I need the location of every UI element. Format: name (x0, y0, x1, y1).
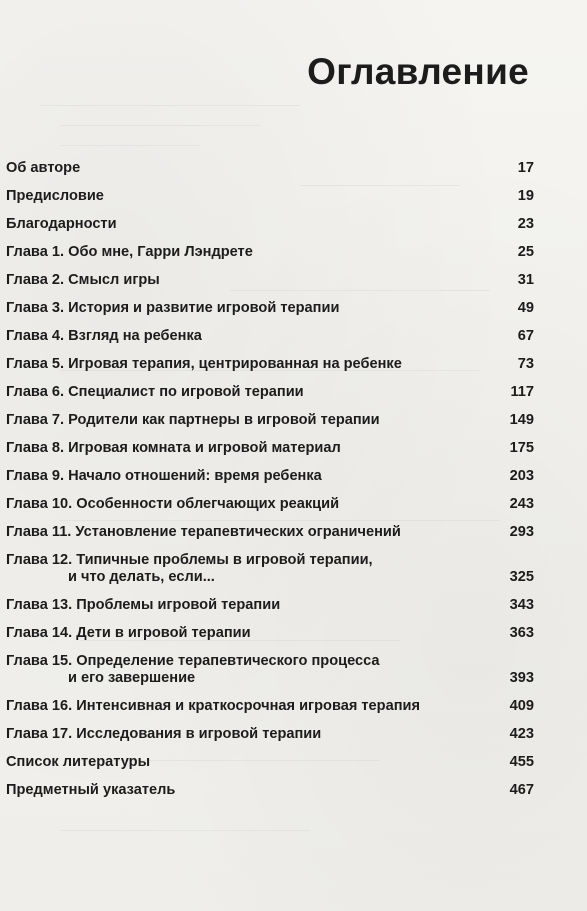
toc-entry-title-continuation: и его завершение (68, 670, 196, 686)
toc-entry (6, 653, 534, 687)
toc-entry (6, 272, 534, 289)
toc-entry-page-number: 31 (517, 272, 534, 288)
toc-entry (6, 412, 534, 429)
toc-entry-title-text: Глава 17. Исследования в игровой терапии (6, 726, 322, 742)
toc-entry-title-text: Глава 4. Взгляд на ребенка (6, 328, 202, 344)
toc-entry-page-number: 423 (509, 726, 534, 742)
toc-entry-title (6, 468, 506, 485)
toc-entry-title (6, 552, 506, 586)
toc-entry-title (6, 653, 506, 687)
toc-entry-title-text: Глава 14. Дети в игровой терапии (6, 625, 251, 641)
toc-entry (6, 726, 534, 743)
toc-entry-page-number: 67 (517, 328, 534, 344)
toc-entry (6, 597, 534, 614)
toc-entry-page-number: 363 (509, 625, 534, 641)
toc-entry-page-number: 343 (509, 597, 534, 613)
bleed-through-line (40, 105, 300, 106)
toc-entry-title-text: Глава 1. Обо мне, Гарри Лэндрете (6, 244, 253, 260)
toc-entry-page-number: 409 (509, 698, 534, 714)
toc-entry-page-number: 203 (509, 468, 534, 484)
toc-entry (6, 782, 534, 799)
toc-entry-title-text: Глава 10. Особенности облегчающих реакций (6, 496, 340, 512)
toc-entry-title-text: Глава 5. Игровая терапия, центрированная на ребенке (6, 356, 402, 372)
toc-entry (6, 300, 534, 317)
toc-entry-page-number: 23 (517, 216, 534, 232)
toc-entry-title-text: Глава 15. Определение терапевтического процесса (6, 653, 380, 669)
toc-entry-title-text: Глава 2. Смысл игры (6, 272, 160, 288)
toc-entry-page-number: 25 (517, 244, 534, 260)
toc-entry-title-text: Благодарности (6, 216, 117, 232)
toc-entry-title (6, 440, 506, 457)
toc-entry-title (6, 754, 506, 771)
toc-entry-title-text: Глава 6. Специалист по игровой терапии (6, 384, 304, 400)
toc-entry (6, 754, 534, 771)
toc-entry-title (6, 272, 506, 289)
toc-entry (6, 216, 534, 233)
table-of-contents (6, 160, 534, 810)
toc-entry-page-number: 117 (510, 384, 534, 400)
toc-entry-title (6, 726, 506, 743)
toc-entry-title (6, 597, 506, 614)
toc-entry (6, 524, 534, 541)
toc-entry (6, 625, 534, 642)
toc-entry-page-number: 325 (509, 569, 534, 585)
toc-entry-title-text: Глава 16. Интенсивная и краткосрочная игровая терапия (6, 698, 421, 714)
toc-entry-page-number: 19 (517, 188, 534, 204)
toc-entry (6, 440, 534, 457)
toc-entry-page-number: 243 (509, 496, 534, 512)
toc-entry-title-continuation: и что делать, если... (68, 569, 215, 585)
toc-entry-title (6, 244, 506, 261)
toc-entry-title (6, 384, 506, 401)
toc-entry-title (6, 356, 506, 373)
toc-entry-title (6, 782, 506, 799)
toc-entry-title (6, 216, 506, 233)
toc-entry (6, 356, 534, 373)
toc-entry-title (6, 300, 506, 317)
toc-entry (6, 160, 534, 177)
toc-entry (6, 244, 534, 261)
toc-entry-title-text: Глава 13. Проблемы игровой терапии (6, 597, 281, 613)
bleed-through-line (60, 145, 200, 146)
toc-entry-title-text: Глава 11. Установление терапевтических ограничений (6, 524, 401, 540)
toc-entry-title (6, 160, 506, 177)
toc-entry-title (6, 698, 506, 715)
toc-entry-page-number: 17 (517, 160, 534, 176)
toc-entry-title-text: Глава 8. Игровая комната и игровой материал (6, 440, 341, 456)
toc-entry-title (6, 412, 506, 429)
toc-entry-title-text: Об авторе (6, 160, 81, 176)
toc-entry-page-number: 149 (509, 412, 534, 428)
toc-entry (6, 328, 534, 345)
toc-entry-title-text: Предисловие (6, 188, 104, 204)
toc-entry-title-text: Глава 3. История и развитие игровой терапии (6, 300, 340, 316)
toc-entry-title (6, 524, 506, 541)
toc-entry-page-number: 175 (509, 440, 534, 456)
toc-entry-page-number: 467 (509, 782, 534, 798)
toc-entry-page-number: 49 (517, 300, 534, 316)
toc-entry (6, 552, 534, 586)
toc-entry-page-number: 293 (509, 524, 534, 540)
toc-entry (6, 698, 534, 715)
toc-entry-title-text: Предметный указатель (6, 782, 176, 798)
page-title: Оглавление (307, 51, 529, 92)
toc-entry-title-text: Список литературы (6, 754, 151, 770)
toc-entry-page-number: 73 (517, 356, 534, 372)
toc-entry-title (6, 625, 506, 642)
toc-entry-title-text: Глава 7. Родители как партнеры в игровой терапии (6, 412, 380, 428)
toc-entry-page-number: 393 (509, 670, 534, 686)
toc-entry-title-text: Глава 9. Начало отношений: время ребенка (6, 468, 322, 484)
bleed-through-line (60, 830, 310, 831)
toc-entry-title (6, 496, 506, 513)
toc-entry (6, 468, 534, 485)
toc-entry-title-text: Глава 12. Типичные проблемы в игровой терапии, (6, 552, 373, 568)
toc-entry-title (6, 328, 506, 345)
toc-entry-page-number: 455 (509, 754, 534, 770)
toc-entry (6, 496, 534, 513)
toc-entry (6, 384, 534, 401)
toc-entry (6, 188, 534, 205)
bleed-through-line (60, 125, 260, 126)
toc-entry-title (6, 188, 506, 205)
